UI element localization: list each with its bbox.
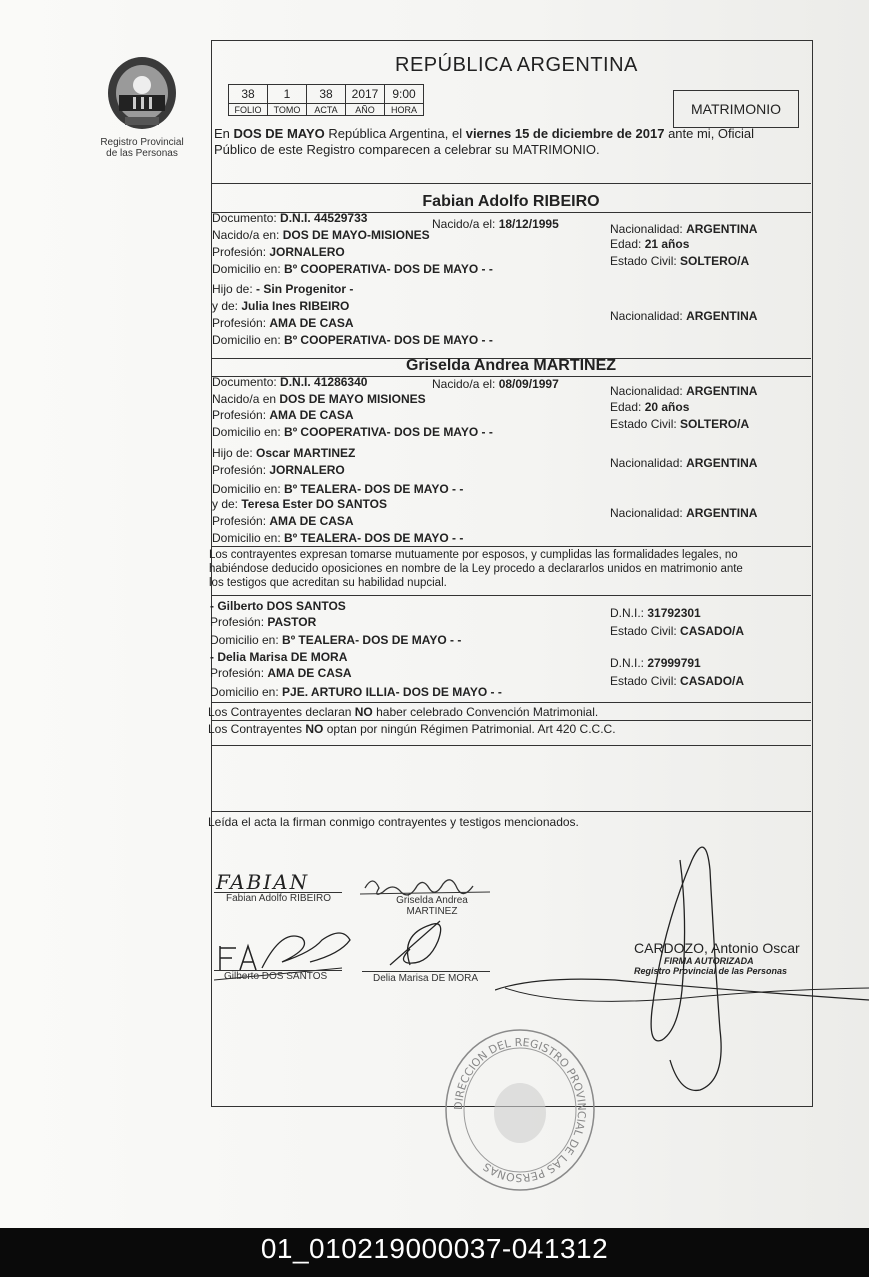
spouse1-nationality: Nacionalidad: ARGENTINA <box>610 222 758 236</box>
spouse2-parent1-profession: Profesión: JORNALERO <box>212 463 345 477</box>
intro-text-b: República Argentina, el <box>324 126 466 141</box>
divider <box>211 720 811 721</box>
spouse1-parent2-address: Domicilio en: Bº COOPERATIVA- DOS DE MAYO - - <box>212 333 493 347</box>
witness2-profession: Profesión: AMA DE CASA <box>210 666 352 680</box>
declaration-line3: los testigos que acreditan su habilidad nupcial. <box>209 577 447 589</box>
intro-date: viernes 15 de diciembre de 2017 <box>465 126 665 141</box>
hora-label: HORA <box>385 104 424 116</box>
spouse2-age: Edad: 20 años <box>610 400 690 414</box>
province-logo <box>100 55 184 159</box>
official-role: FIRMA AUTORIZADA <box>664 956 754 966</box>
anio-value: 2017 <box>346 85 385 104</box>
divider <box>211 546 811 547</box>
spouse1-name: Fabian Adolfo RIBEIRO <box>422 193 600 210</box>
witness1-name: - Gilberto DOS SANTOS <box>210 599 346 613</box>
signature-line <box>362 971 490 972</box>
spouse2-name: Griselda Andrea MARTINEZ <box>405 357 617 374</box>
spouse1-signature-label: Fabian Adolfo RIBEIRO <box>226 893 332 904</box>
spouse1-document: Documento: D.N.I. 44529733 <box>212 211 368 225</box>
divider <box>211 811 811 812</box>
tomo-value: 1 <box>268 85 307 104</box>
divider <box>211 183 811 184</box>
spouse1-parent1: Hijo de: - Sin Progenitor - <box>212 282 354 296</box>
acta-label: ACTA <box>307 104 346 116</box>
spouse2-profession: Profesión: AMA DE CASA <box>212 408 354 422</box>
witness1-profession: Profesión: PASTOR <box>210 615 317 629</box>
spouse1-birthdate: Nacido/a el: 18/12/1995 <box>432 217 559 231</box>
intro-text-a: En <box>214 126 234 141</box>
spouse2-parent2-profession: Profesión: AMA DE CASA <box>212 514 354 528</box>
folio-value: 38 <box>229 85 268 104</box>
spouse2-parent1: Hijo de: Oscar MARTINEZ <box>212 446 356 460</box>
declaration-line1: Los contrayentes expresan tomarse mutuamente por esposos, y cumplidas las formalidades legales, no <box>209 549 738 561</box>
divider <box>211 745 811 746</box>
spouse2-civil-status: Estado Civil: SOLTERO/A <box>610 417 750 431</box>
spouse1-handwritten-signature: FABIAN <box>216 870 310 894</box>
spouse1-birthplace: Nacido/a en: DOS DE MAYO-MISIONES <box>212 228 430 242</box>
declaration-line2: habiéndose deducido oposiciones en nombre de la Ley procedo a declararlos unidos en matrimonio ante <box>209 563 743 575</box>
closing-statement: Leída el acta la firman conmigo contrayentes y testigos mencionados. <box>208 815 579 829</box>
spouse2-signature-label: Griselda Andrea MARTINEZ <box>396 895 468 917</box>
spouse2-document: Documento: D.N.I. 41286340 <box>212 375 368 389</box>
logo-caption-line2: de las Personas <box>106 148 178 159</box>
spouse1-parent2: y de: Julia Ines RIBEIRO <box>212 299 350 313</box>
intro-place: DOS DE MAYO <box>233 126 325 141</box>
witness2-address: Domicilio en: PJE. ARTURO ILLIA- DOS DE MAYO - - <box>210 685 502 699</box>
anio-label: AÑO <box>346 104 385 116</box>
tomo-label: TOMO <box>268 104 307 116</box>
folio-label: FOLIO <box>229 104 268 116</box>
spouse2-birthplace: Nacido/a en DOS DE MAYO MISIONES <box>212 392 426 406</box>
spouse2-nationality: Nacionalidad: ARGENTINA <box>610 384 758 398</box>
logo-caption-line1: Registro Provincial <box>100 137 184 148</box>
spouse2-birthdate: Nacido/a el: 08/09/1997 <box>432 377 559 391</box>
footer-barcode-id: 01_010219000037-041312 <box>0 1228 869 1277</box>
intro-paragraph <box>214 126 754 158</box>
spouse2-address: Domicilio en: Bº COOPERATIVA- DOS DE MAYO - - <box>212 425 493 439</box>
witness2-civil-status: Estado Civil: CASADO/A <box>610 674 745 688</box>
witness1-signature-label: Gilberto DOS SANTOS <box>224 971 328 982</box>
divider <box>211 702 811 703</box>
official-name: CARDOZO, Antonio Oscar <box>634 940 800 956</box>
official-seal-stamp <box>440 1025 600 1195</box>
intro-line2: Público de este Registro comparecen a celebrar su MATRIMONIO. <box>214 142 600 157</box>
witness2-name: - Delia Marisa DE MORA <box>210 650 348 664</box>
note-patrimonial-regime: Los Contrayentes NO optan por ningún Régimen Patrimonial. Art 420 C.C.C. <box>208 722 616 736</box>
spouse1-age: Edad: 21 años <box>610 237 690 251</box>
witness2-dni: D.N.I.: 27999791 <box>610 656 701 670</box>
acta-value: 38 <box>307 85 346 104</box>
spouse2-parent2: y de: Teresa Ester DO SANTOS <box>212 497 387 511</box>
spouse2-parent2-address: Domicilio en: Bº TEALERA- DOS DE MAYO - - <box>212 531 464 545</box>
registry-table <box>228 84 424 116</box>
official-org: Registro Provincial de las Personas <box>634 966 788 976</box>
intro-text-c: ante mi, Oficial <box>664 126 755 141</box>
witness1-dni: D.N.I.: 31792301 <box>610 606 701 620</box>
spouse1-address: Domicilio en: Bº COOPERATIVA- DOS DE MAYO - - <box>212 262 493 276</box>
svg-text:DIRECCION DEL REGISTRO PROVINC: DIRECCION DEL REGISTRO PROVINCIAL DE LAS PERSONAS <box>451 1035 589 1185</box>
spouse2-parent2-nationality: Nacionalidad: ARGENTINA <box>610 506 758 520</box>
spouse1-profession: Profesión: JORNALERO <box>212 245 345 259</box>
spouse1-parent2-profession: Profesión: AMA DE CASA <box>212 316 354 330</box>
witness2-signature-icon <box>380 915 450 973</box>
record-type-box: MATRIMONIO <box>673 90 799 128</box>
note-convention: Los Contrayentes declaran NO haber celebrado Convención Matrimonial. <box>208 705 599 719</box>
witness1-address: Domicilio en: Bº TEALERA- DOS DE MAYO - - <box>210 633 462 647</box>
spouse2-parent1-nationality: Nacionalidad: ARGENTINA <box>610 456 758 470</box>
witness1-civil-status: Estado Civil: CASADO/A <box>610 624 745 638</box>
hora-value: 9:00 <box>385 85 424 104</box>
divider <box>211 595 811 596</box>
coat-of-arms-icon <box>105 55 179 131</box>
witness2-signature-label: Delia Marisa DE MORA <box>373 973 479 984</box>
document-title: REPÚBLICA ARGENTINA <box>395 54 638 76</box>
spouse1-parent2-nationality: Nacionalidad: ARGENTINA <box>610 309 758 323</box>
spouse1-civil-status: Estado Civil: SOLTERO/A <box>610 254 750 268</box>
spouse2-parent1-address: Domicilio en: Bº TEALERA- DOS DE MAYO - - <box>212 482 464 496</box>
declaration-paragraph <box>209 548 743 590</box>
